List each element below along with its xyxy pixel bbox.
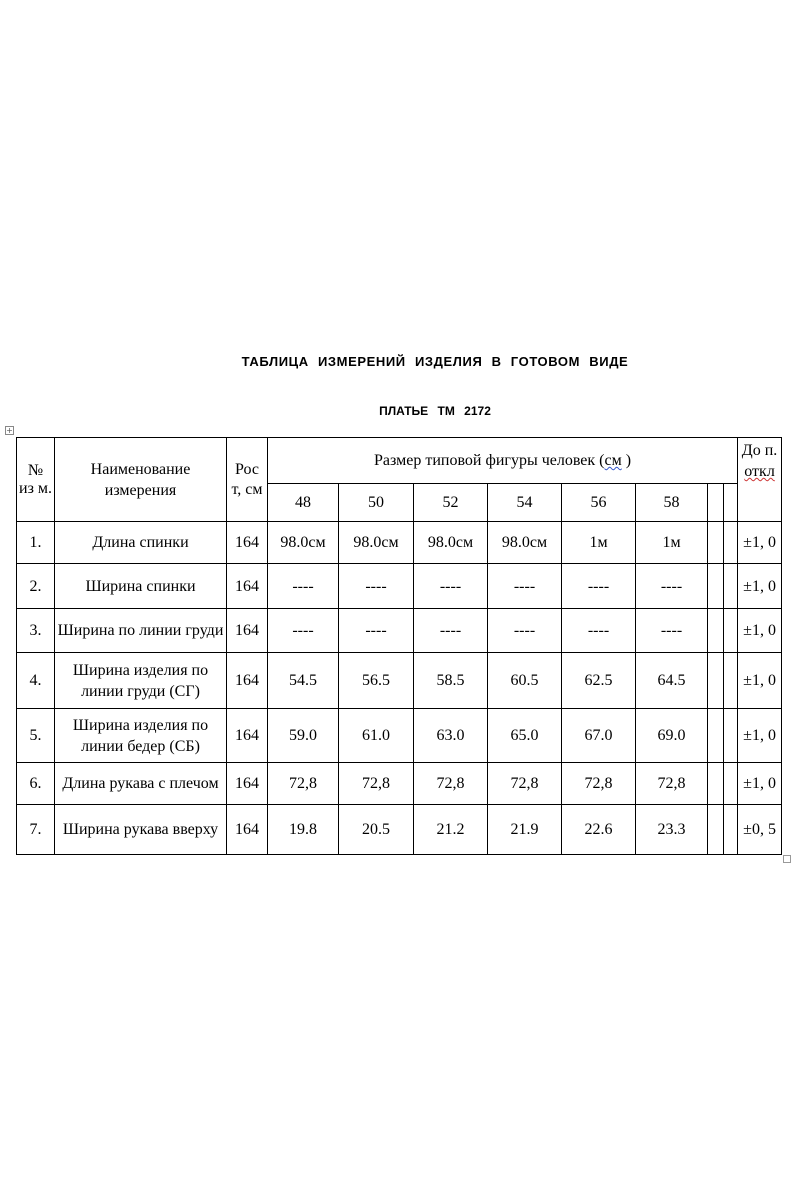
table-row [17,609,782,653]
row-name: Ширина изделия по линии груди (СГ) [55,653,227,709]
row-value: ---- [339,564,414,609]
row-name: Ширина изделия по линии бедер (СБ) [55,709,227,763]
row-value: 1м [562,522,636,564]
table-row [17,763,782,805]
row-value: 72,8 [268,763,339,805]
row-value: 54.5 [268,653,339,709]
empty-cell [708,564,724,609]
header-tolerance: До п. откл [738,438,782,522]
row-value: 64.5 [636,653,708,709]
row-value: ---- [488,564,562,609]
row-value: 62.5 [562,653,636,709]
row-value: ---- [414,609,488,653]
empty-cell [708,709,724,763]
row-tolerance: ±1, 0 [738,522,782,564]
row-tolerance: ±1, 0 [738,564,782,609]
header-height: Рос т, см [227,438,268,522]
header-size-group: Размер типовой фигуры человек (см ) [268,438,738,484]
size-header: 48 [268,484,339,522]
row-value: 61.0 [339,709,414,763]
measurement-table [16,437,782,855]
row-value: 98.0см [339,522,414,564]
size-header: 54 [488,484,562,522]
empty-cell [724,564,738,609]
row-value: ---- [562,609,636,653]
empty-cell [708,805,724,855]
row-number: 6. [17,763,55,805]
empty-cell [708,484,724,522]
size-header: 58 [636,484,708,522]
row-value: ---- [488,609,562,653]
row-value: 19.8 [268,805,339,855]
row-value: ---- [636,564,708,609]
row-number: 1. [17,522,55,564]
empty-cell [708,522,724,564]
row-value: 1м [636,522,708,564]
empty-cell [724,763,738,805]
size-header: 52 [414,484,488,522]
document-subtitle: ПЛАТЬЕ ТМ 2172 [379,404,491,418]
row-value: 56.5 [339,653,414,709]
empty-cell [724,484,738,522]
row-tolerance: ±1, 0 [738,763,782,805]
header-num: № из м. [17,438,55,522]
row-value: 22.6 [562,805,636,855]
row-value: 21.2 [414,805,488,855]
row-name: Ширина рукава вверху [55,805,227,855]
row-value: 65.0 [488,709,562,763]
row-number: 4. [17,653,55,709]
row-value: 98.0см [414,522,488,564]
row-value: 98.0см [488,522,562,564]
row-height: 164 [227,805,268,855]
row-value: ---- [562,564,636,609]
row-tolerance: ±1, 0 [738,709,782,763]
row-value: 20.5 [339,805,414,855]
empty-cell [708,763,724,805]
row-number: 3. [17,609,55,653]
row-name: Ширина по линии груди [55,609,227,653]
row-value: 98.0см [268,522,339,564]
row-value: 72,8 [414,763,488,805]
row-value: 21.9 [488,805,562,855]
table-row [17,522,782,564]
table-row [17,653,782,709]
document-title: ТАБЛИЦА ИЗМЕРЕНИЙ ИЗДЕЛИЯ В ГОТОВОМ ВИДЕ [241,354,629,369]
row-value: 72,8 [488,763,562,805]
row-height: 164 [227,564,268,609]
table-row [17,709,782,763]
header-name: Наименование измерения [55,438,227,522]
row-value: 60.5 [488,653,562,709]
table-row [17,564,782,609]
table-resize-handle-icon[interactable] [783,855,791,863]
row-tolerance: ±1, 0 [738,653,782,709]
row-height: 164 [227,609,268,653]
row-value: ---- [414,564,488,609]
row-value: 63.0 [414,709,488,763]
empty-cell [708,609,724,653]
row-value: ---- [268,564,339,609]
row-height: 164 [227,522,268,564]
empty-cell [708,653,724,709]
row-height: 164 [227,653,268,709]
row-number: 2. [17,564,55,609]
row-number: 7. [17,805,55,855]
row-value: ---- [339,609,414,653]
row-value: 72,8 [636,763,708,805]
row-value: 72,8 [339,763,414,805]
row-value: 59.0 [268,709,339,763]
empty-cell [724,805,738,855]
empty-cell [724,522,738,564]
row-name: Длина рукава с плечом [55,763,227,805]
row-value: 69.0 [636,709,708,763]
row-value: ---- [636,609,708,653]
row-height: 164 [227,709,268,763]
row-value: 72,8 [562,763,636,805]
row-tolerance: ±1, 0 [738,609,782,653]
row-value: 58.5 [414,653,488,709]
row-value: ---- [268,609,339,653]
empty-cell [724,653,738,709]
row-name: Длина спинки [55,522,227,564]
size-header: 56 [562,484,636,522]
row-number: 5. [17,709,55,763]
row-height: 164 [227,763,268,805]
row-name: Ширина спинки [55,564,227,609]
row-tolerance: ±0, 5 [738,805,782,855]
table-row [17,805,782,855]
size-header: 50 [339,484,414,522]
empty-cell [724,609,738,653]
row-value: 23.3 [636,805,708,855]
row-value: 67.0 [562,709,636,763]
table-move-handle-icon[interactable]: + [6,426,13,435]
empty-cell [724,709,738,763]
